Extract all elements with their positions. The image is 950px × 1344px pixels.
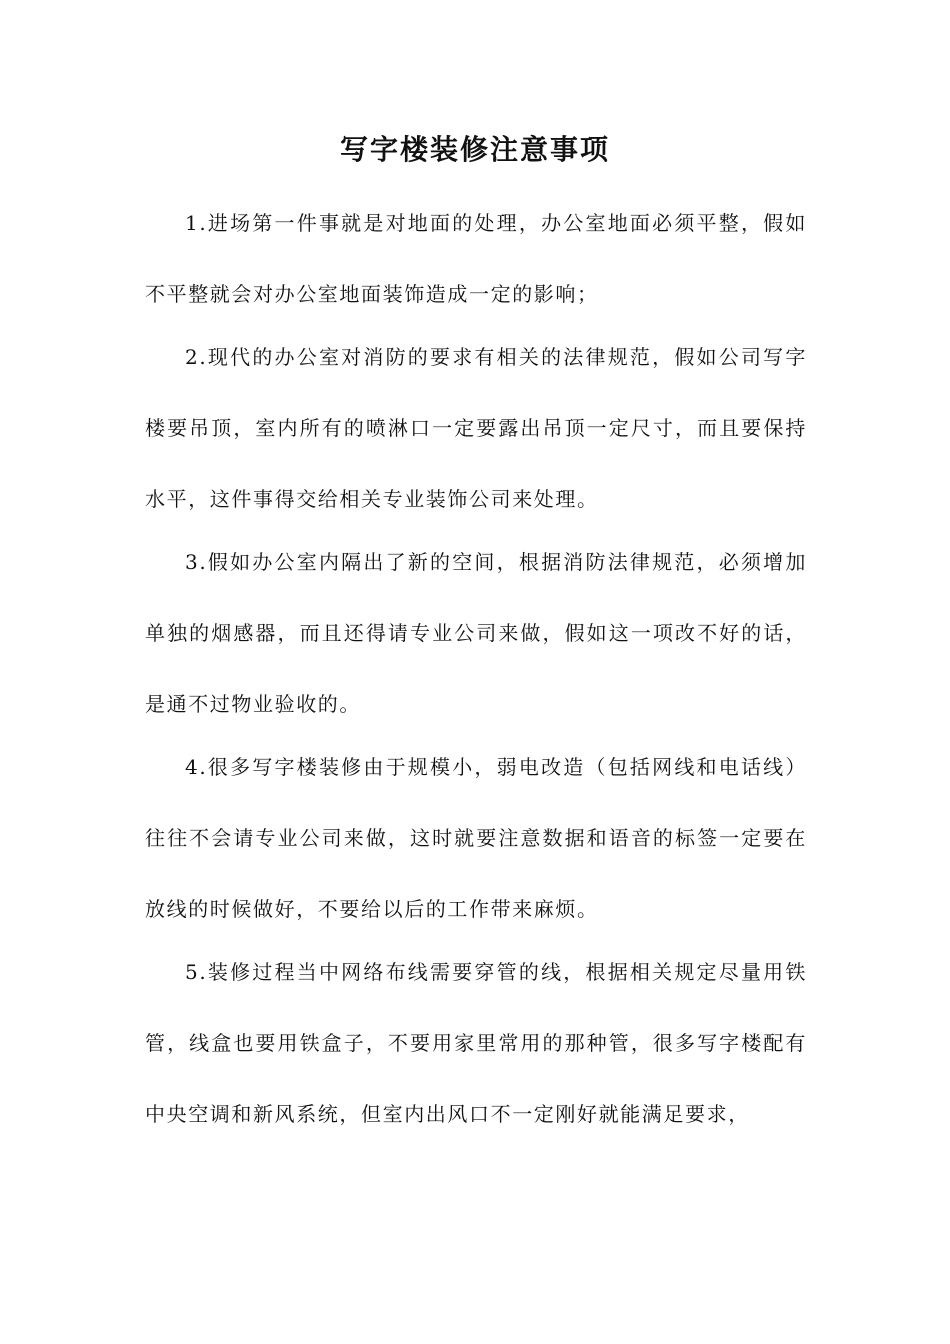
paragraph-2: 2.现代的办公室对消防的要求有相关的法律规范，假如公司写字楼要吊顶，室内所有的喷淋口一定要露出吊顶一定尺寸，而且要保持水平，这件事得交给相关专业装饰公司来处理。 [145,345,807,511]
paragraph-5: 5.装修过程当中网络布线需要穿管的线，根据相关规定尽量用铁管，线盒也要用铁盒子，不要用家里常用的那种管，很多写字楼配有中央空调和新风系统，但室内出风口不一定刚好就能满足要求， [145,960,807,1126]
document-title: 写字楼装修注意事项 [339,133,610,166]
paragraph-1: 1.进场第一件事就是对地面的处理，办公室地面必须平整，假如不平整就会对办公室地面装饰造成一定的影响； [145,211,807,306]
document-body [145,188,807,1150]
paragraph-4: 4.很多写字楼装修由于规模小，弱电改造（包括网线和电话线）往往不会请专业公司来做，这时就要注意数据和语音的标签一定要在放线的时候做好，不要给以后的工作带来麻烦。 [145,755,807,921]
paragraph-3: 3.假如办公室内隔出了新的空间，根据消防法律规范，必须增加单独的烟感器，而且还得请专业公司来做，假如这一项改不好的话，是通不过物业验收的。 [145,550,807,716]
